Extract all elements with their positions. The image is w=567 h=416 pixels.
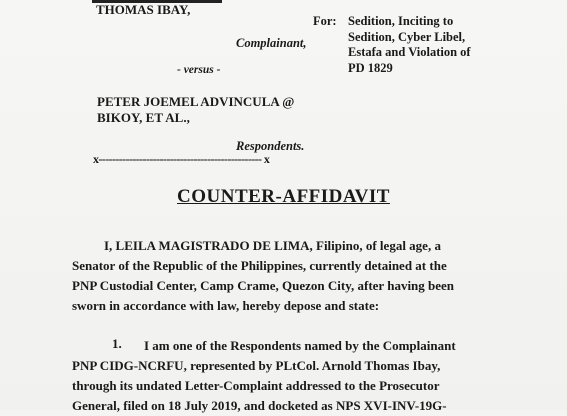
caption-separator: x------------------------------------------------ x [93,152,270,166]
document-title: COUNTER-AFFIDAVIT [177,186,390,207]
versus-label: - versus - [177,64,221,76]
paragraph-line: General, filed on 18 July 2019, and docketed as NPS XVI-INV-19G- [72,398,447,413]
intro-line: I, LEILA MAGISTRADO DE LIMA, Filipino, of legal age, a [104,238,441,253]
intro-line: PNP Custodial Center, Camp Crame, Quezon City, after having been [72,278,455,293]
respondent-name-line2: BIKOY, ET AL., [97,110,190,125]
intro-line: sworn in accordance with law, hereby depose and state: [72,298,380,313]
paragraph-line: PNP CIDG-NCRFU, represented by PLtCol. Arnold Thomas Ibay, [72,358,441,373]
respondents-label: Respondents. [236,139,305,153]
paragraph-line: I am one of the Respondents named by the Complainant [144,338,456,353]
for-label: For: [313,14,337,28]
charges-text: Sedition, Inciting to Sedition, Cyber Libel, Estafa and Violation of PD 1829 [348,14,471,75]
paragraph-line: through its undated Letter-Complaint addressed to the Prosecutor [72,378,440,393]
intro-paragraph [72,236,512,316]
respondent-name-line1: PETER JOEMEL ADVINCULA @ [97,94,295,109]
complainant-label: Complainant, [236,36,307,50]
paragraph-number: 1. [112,336,122,351]
complainant-name: THOMAS IBAY, [96,2,191,17]
paragraph-1 [72,336,512,416]
intro-line: Senator of the Republic of the Philippines, currently detained at the [72,258,447,273]
